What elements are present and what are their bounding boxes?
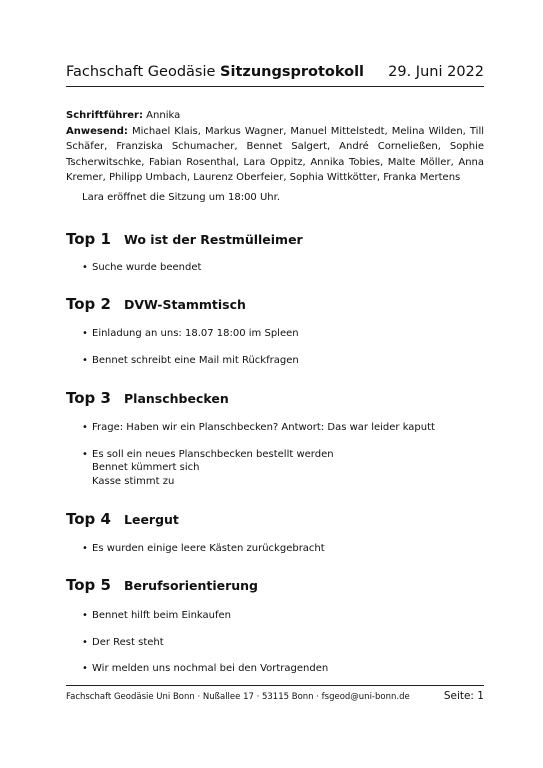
top-heading-5 [66,576,258,594]
top-items-5 [82,609,328,689]
footer-address: Fachschaft Geodäsie Uni Bonn · Nußallee 17 · 53115 Bonn · fsgeod@uni-bonn.de [66,692,410,702]
page-footer [66,690,484,702]
top-heading-2 [66,295,246,313]
list-item: • Bennet schreibt eine Mail mit Rückfragen [82,354,299,366]
opening-text: Lara eröffnet die Sitzung um 18:00 Uhr. [82,192,280,203]
header-doc-type: Sitzungsprotokoll [220,64,365,80]
present-names: Michael Klais, Markus Wagner, Manuel Mittelstedt, Melina Wilden, Till Schäfer, Franziska Schumacher, Bennet Salgert, André Corneließen, Sophie Tscherwitschke, Fabian Rosenthal, Lara Oppitz, Annika Tobies, Malte Möller, Anna Kremer, Philipp Umbach, Laurenz Oberfeier, Sophia Wittkötter, Franka Mertens [66,125,484,183]
page-header [66,64,484,80]
header-org: Fachschaft Geodäsie [66,64,216,80]
top-number: Top 2 [66,295,111,313]
top-title: Berufsorientierung [124,578,259,593]
present-line [66,124,484,186]
top-items-1 [82,261,201,288]
top-title: DVW-Stammtisch [124,297,246,312]
top-items-3 [82,421,435,501]
top-items-4 [82,542,325,569]
top-number: Top 5 [66,576,111,594]
top-number: Top 4 [66,510,111,528]
top-number: Top 3 [66,389,111,407]
bullet-icon: • [82,543,88,554]
page-number: Seite: 1 [443,690,484,702]
top-heading-1 [66,230,303,248]
top-title: Leergut [124,512,179,527]
list-item: • Bennet hilft beim Einkaufen [82,610,232,621]
list-item: • Es soll ein neues Planschbecken bestellt werden Bennet kümmert sich Kasse stimmt zu [82,448,334,487]
header-title [66,64,364,80]
bullet-icon: • [82,422,88,433]
header-date: 29. Juni 2022 [388,64,484,80]
bullet-icon: • [82,448,88,460]
bullet-icon: • [82,354,88,366]
top-heading-4 [66,510,179,528]
top-title: Wo ist der Restmülleimer [124,232,303,247]
bullet-icon: • [82,610,88,621]
list-item: • Frage: Haben wir ein Planschbecken? Antwort: Das war leider kaputt [82,422,435,433]
bullet-icon: • [82,328,88,339]
meeting-meta [66,108,484,186]
footer-rule [66,685,484,686]
header-rule [66,86,484,87]
list-item: • Wir melden uns nochmal bei den Vortragenden [82,663,329,674]
top-number: Top 1 [66,230,111,248]
writer-label: Schriftführer: [66,110,143,121]
top-heading-3 [66,389,229,407]
bullet-icon: • [82,663,88,674]
present-label: Anwesend: [66,125,128,137]
list-item: • Es wurden einige leere Kästen zurückgebracht [82,543,325,554]
bullet-icon: • [82,262,88,273]
writer-name: Annika [146,110,181,121]
top-items-2 [82,327,299,380]
writer-line [66,108,484,124]
bullet-icon: • [82,636,88,648]
list-item: • Suche wurde beendet [82,262,202,273]
list-item: • Einladung an uns: 18.07 18:00 im Spleen [82,328,299,339]
top-title: Planschbecken [124,391,229,406]
list-item: • Der Rest steht [82,636,164,648]
